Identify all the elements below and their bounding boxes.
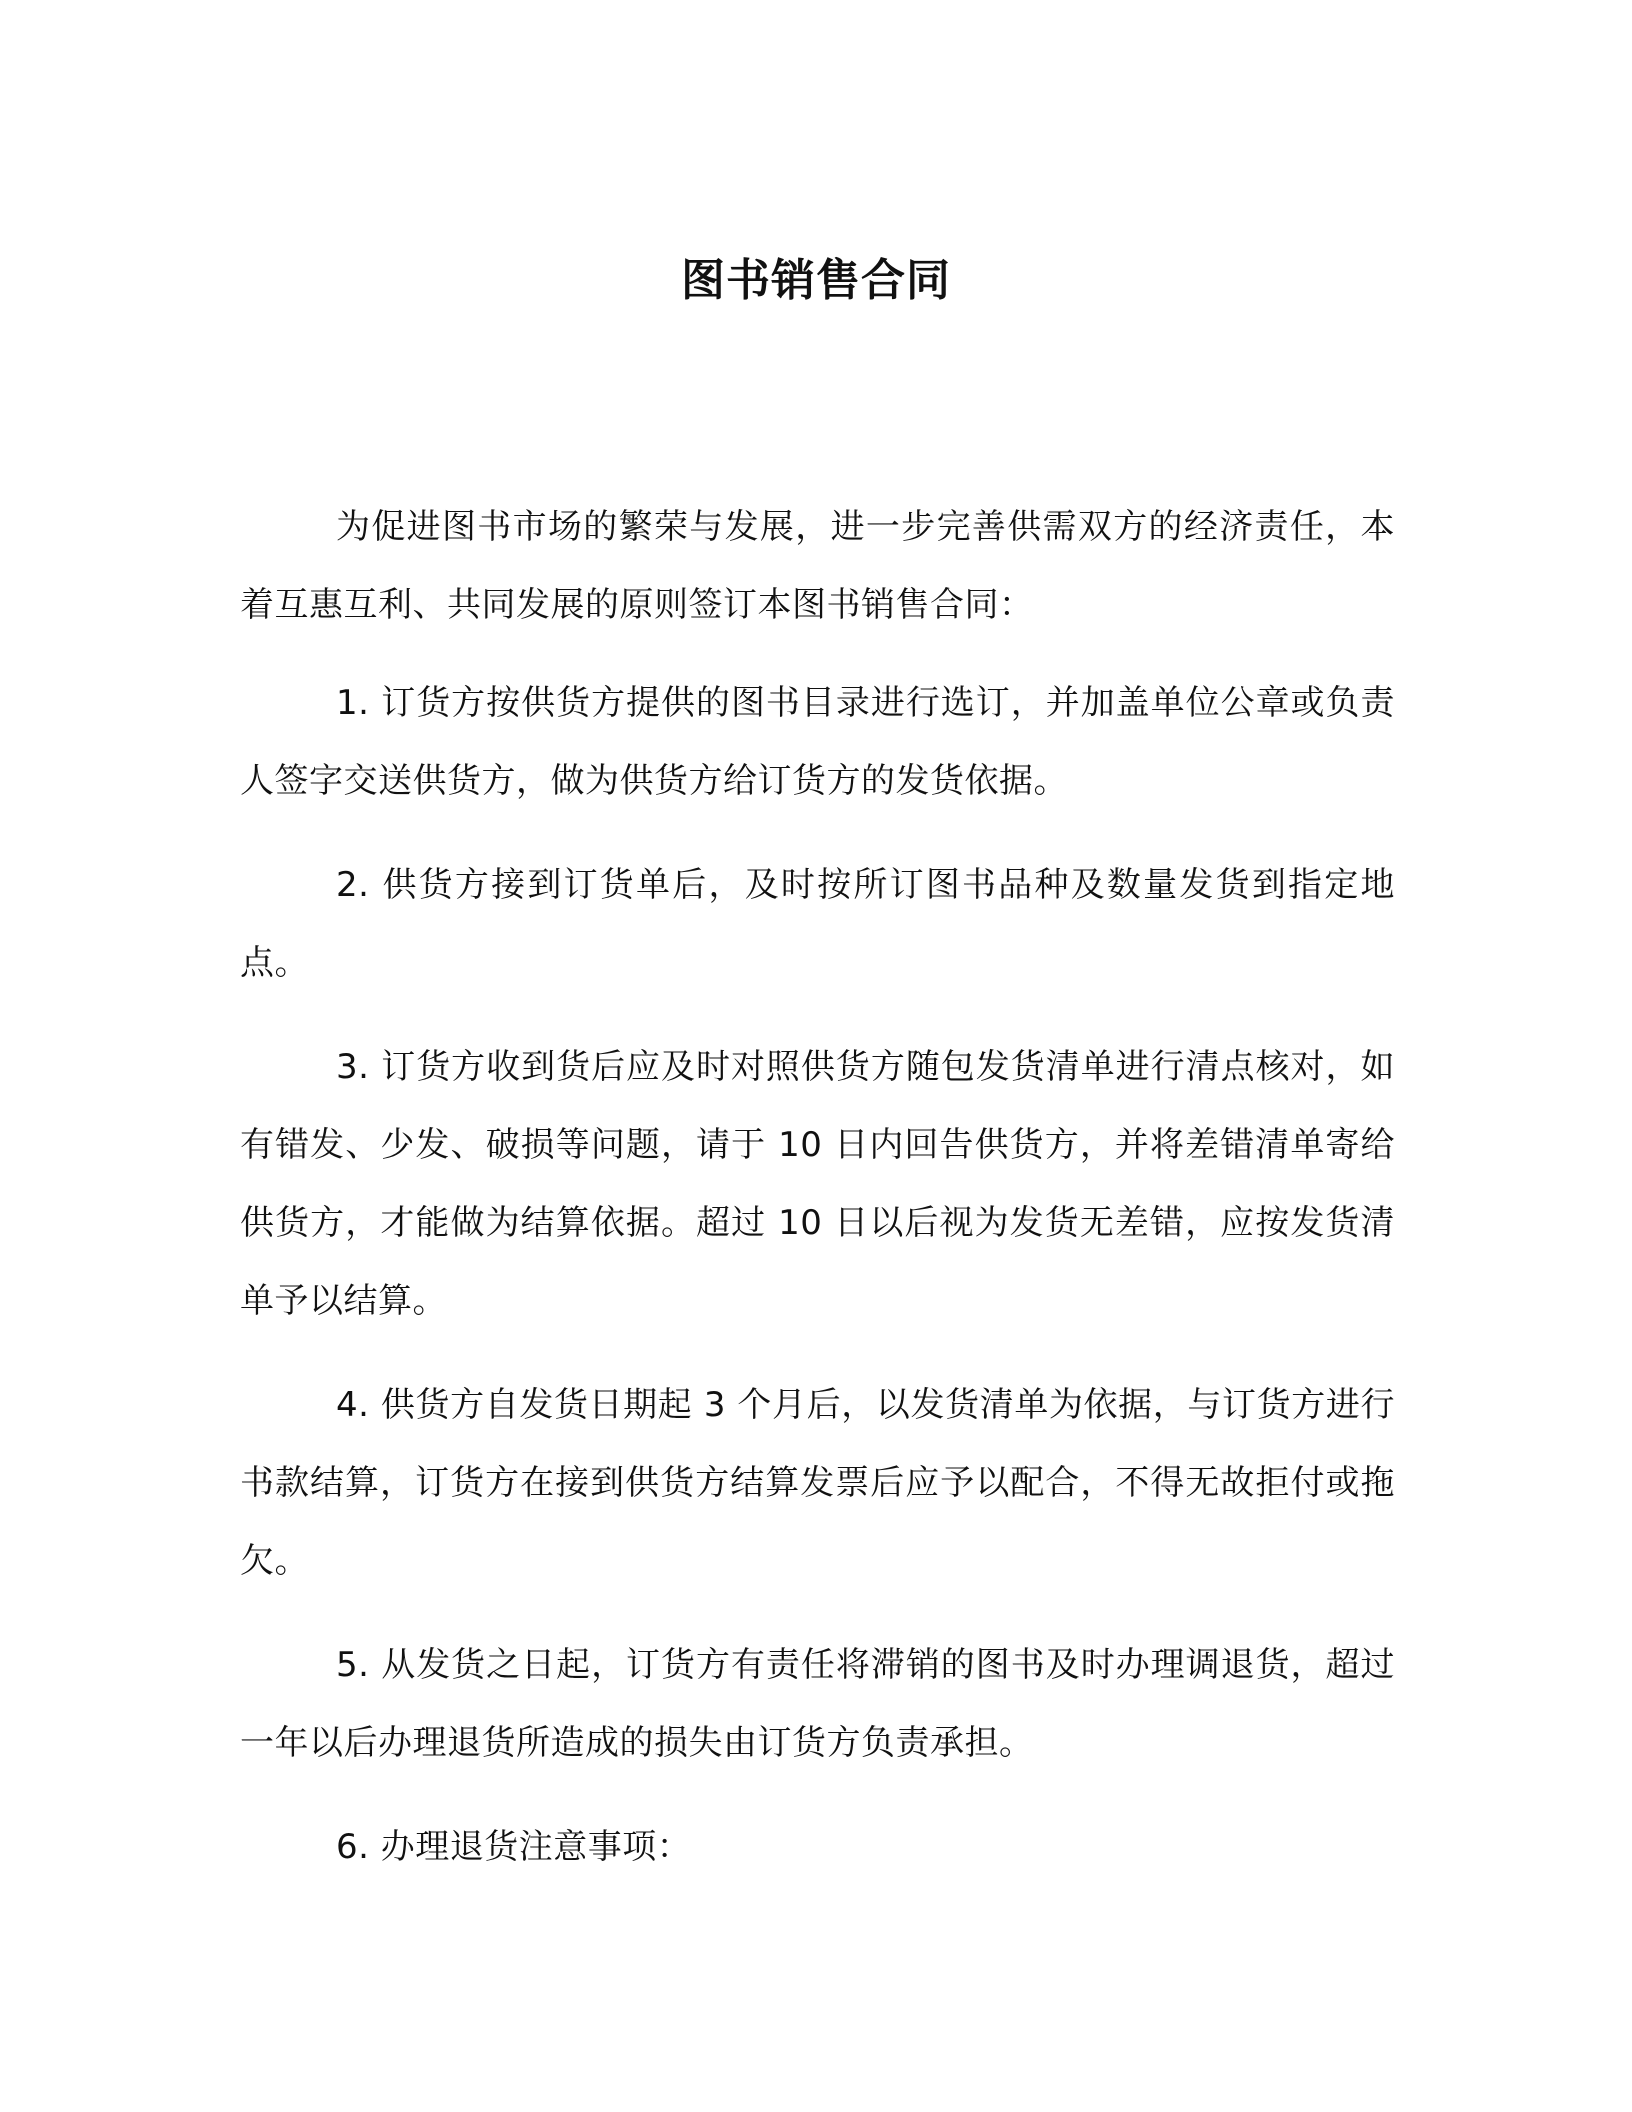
clause-3: 3. 订货方收到货后应及时对照供货方随包发货清单进行清点核对，如有错发、少发、破损等问题，请于 10 日内回告供货方，并将差错清单寄给供货方，才能做为结算依据。超过 10 日以后视为发货无差错，应按发货清单予以结算。: [240, 1047, 1395, 1321]
clause-2: 2. 供货方接到订货单后，及时按所订图书品种及数量发货到指定地点。: [240, 865, 1395, 983]
contract-body: [240, 488, 1395, 1912]
page-title: 图书销售合同: [681, 255, 951, 307]
clause-1: 1. 订货方按供货方提供的图书目录进行选订，并加盖单位公章或负责人签字交送供货方，做为供货方给订货方的发货依据。: [240, 683, 1395, 801]
clause-5: 5. 从发货之日起，订货方有责任将滞销的图书及时办理调退货，超过一年以后办理退货所造成的损失由订货方负责承担。: [240, 1645, 1395, 1763]
clause-6: 6. 办理退货注意事项：: [336, 1827, 692, 1867]
clause-4: 4. 供货方自发货日期起 3 个月后，以发货清单为依据，与订货方进行书款结算，订货方在接到供货方结算发票后应予以配合，不得无故拒付或拖欠。: [240, 1385, 1395, 1581]
intro-paragraph: 为促进图书市场的繁荣与发展，进一步完善供需双方的经济责任，本着互惠互利、共同发展的原则签订本图书销售合同：: [240, 507, 1395, 625]
